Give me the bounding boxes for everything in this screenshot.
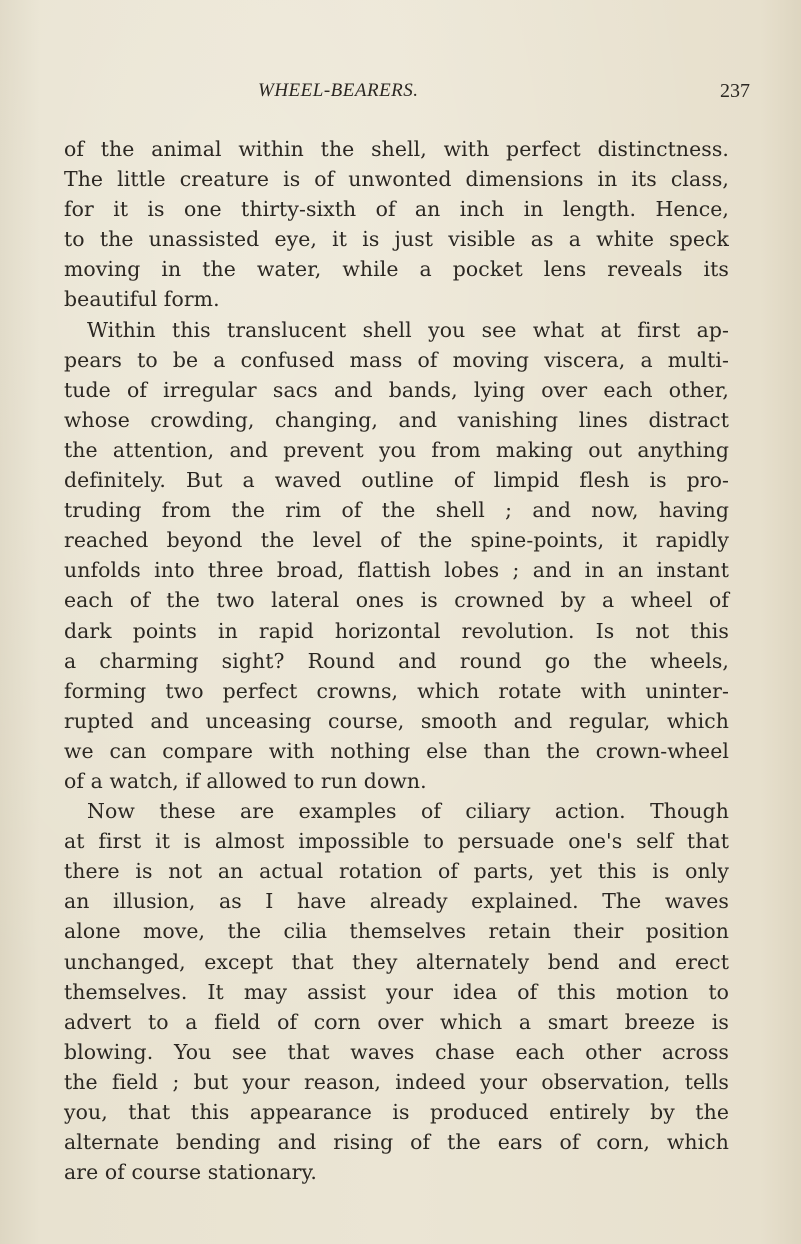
body-text — [64, 134, 729, 1187]
text-line: unfolds into three broad, flattish lobes ; and in an instant — [64, 558, 729, 583]
text-line: dark points in rapid horizontal revolution. Is not this — [64, 618, 729, 643]
text-line: truding from the rim of the shell ; and now, having — [64, 498, 729, 523]
text-line: a charming sight? Round and round go the wheels, — [64, 648, 729, 673]
text-line: the attention, and prevent you from making out anything — [64, 437, 729, 462]
text-line: moving in the water, while a pocket lens reveals its — [64, 257, 729, 282]
text-line: Within this translucent shell you see what at first ap- — [87, 317, 729, 342]
text-line: alternate bending and rising of the ears of corn, which — [64, 1130, 729, 1155]
text-line: reached beyond the level of the spine-points, it rapidly — [64, 528, 729, 553]
page-number: 237 — [720, 80, 750, 102]
text-line: of the animal within the shell, with perfect distinctness. — [64, 137, 729, 161]
text-line: forming two perfect crowns, which rotate with uninter- — [64, 678, 729, 703]
text-line: are of course stationary. — [64, 1160, 317, 1185]
text-line: there is not an actual rotation of parts, yet this is only — [64, 859, 729, 884]
text-line: you, that this appearance is produced entirely by the — [64, 1100, 729, 1124]
text-line: themselves. It may assist your idea of this motion to — [64, 979, 729, 1004]
text-line: of a watch, if allowed to run down. — [64, 768, 427, 793]
text-line: The little creature is of unwonted dimensions in its class, — [64, 167, 729, 192]
text-line: for it is one thirty-sixth of an inch in length. Hence, — [64, 197, 729, 222]
text-line: advert to a field of corn over which a smart breeze is — [64, 1009, 729, 1034]
text-line: alone move, the cilia themselves retain their position — [64, 919, 729, 944]
text-line: tude of irregular sacs and bands, lying over each other, — [64, 377, 729, 402]
text-line: whose crowding, changing, and vanishing lines distract — [64, 407, 729, 432]
text-line: beautiful form. — [64, 287, 220, 312]
text-line: to the unassisted eye, it is just visible as a white speck — [64, 227, 729, 252]
text-line: at first it is almost impossible to persuade one's self that — [64, 829, 729, 854]
text-line: an illusion, as I have already explained. The waves — [64, 889, 729, 914]
text-line: rupted and unceasing course, smooth and regular, which — [64, 708, 729, 733]
text-line: definitely. But a waved outline of limpid flesh is pro- — [64, 468, 729, 493]
text-line: the field ; but your reason, indeed your observation, tells — [64, 1069, 729, 1094]
text-line: we can compare with nothing else than the crown-wheel — [64, 738, 729, 763]
running-title: WHEEL-BEARERS. — [258, 80, 419, 101]
text-line: blowing. You see that waves chase each other across — [64, 1039, 729, 1064]
text-line: unchanged, except that they alternately bend and erect — [64, 949, 729, 974]
text-line: Now these are examples of ciliary action. Though — [87, 799, 729, 824]
text-line: pears to be a confused mass of moving viscera, a multi- — [64, 347, 729, 372]
running-head — [0, 76, 801, 106]
text-line: each of the two lateral ones is crowned by a wheel of — [64, 588, 729, 613]
